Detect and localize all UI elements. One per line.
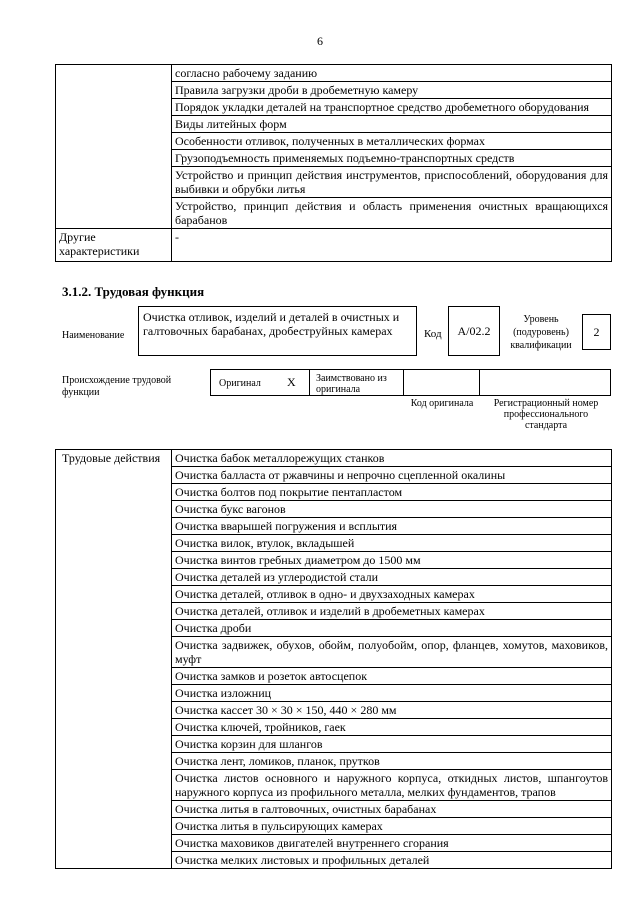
table-label-cell — [56, 65, 172, 229]
table-cell: Очистка бабок металлорежущих станков — [172, 450, 612, 467]
reg-number-label: Регистрационный номер профессионального стандарта — [493, 398, 599, 431]
code-label: Код — [424, 328, 442, 340]
function-code-value: А/02.2 — [457, 324, 491, 338]
table-cell: Очистка вилок, втулок, вкладышей — [172, 535, 612, 552]
level-box — [582, 314, 611, 350]
original-label: Оригинал — [219, 378, 261, 389]
code-original-label: Код оригинала — [410, 398, 474, 409]
table-cell: Очистка дроби — [172, 620, 612, 637]
table-cell: Очистка вварышей погружения и всплытия — [172, 518, 612, 535]
knowledge-table — [55, 64, 612, 262]
table-cell: Очистка балласта от ржавчины и непрочно сцепленной окалины — [172, 467, 612, 484]
table-row — [56, 65, 612, 82]
function-name-box — [138, 306, 417, 356]
code-original-box — [403, 369, 480, 396]
table-cell: Очистка винтов гребных диаметром до 1500 мм — [172, 552, 612, 569]
origin-label: Происхождение трудовой функции — [62, 375, 172, 398]
table-cell: Виды литейных форм — [172, 116, 612, 133]
table-cell: Очистка маховиков двигателей внутреннего сгорания — [172, 835, 612, 852]
level-label: Уровень (подуровень) квалификации — [510, 314, 572, 351]
table-cell: Порядок укладки деталей на транспортное средство дробеметного оборудования — [172, 99, 612, 116]
table-cell: Грузоподъемность применяемых подъемно-транспортных средств — [172, 150, 612, 167]
table-cell: Очистка листов основного и наружного корпуса, откидных листов, шпангоутов наружного корпуса из профильного металла, мелких фундаментов, трапов — [172, 770, 612, 801]
table-cell: Очистка букс вагонов — [172, 501, 612, 518]
table-cell: Очистка литья в пульсирующих камерах — [172, 818, 612, 835]
table-cell: Очистка мелких листовых и профильных деталей — [172, 852, 612, 869]
page-number: 6 — [317, 34, 323, 48]
function-code-box — [448, 306, 500, 356]
table-cell: Очистка замков и розеток автосцепок — [172, 668, 612, 685]
other-characteristics-label: Другие характеристики — [56, 229, 172, 262]
borrowed-label: Заимствовано из оригинала — [316, 373, 387, 395]
level-value: 2 — [593, 325, 600, 339]
table-cell: Очистка лент, ломиков, планок, прутков — [172, 753, 612, 770]
original-mark: X — [287, 375, 296, 389]
table-cell: Очистка ключей, тройников, гаек — [172, 719, 612, 736]
borrowed-box — [309, 369, 404, 396]
table-cell: Очистка деталей, отливок и изделий в дробеметных камерах — [172, 603, 612, 620]
labor-actions-label: Трудовые действия — [56, 450, 172, 869]
table-cell: Очистка задвижек, обухов, обойм, полуобойм, опор, фланцев, хомутов, маховиков, муфт — [172, 637, 612, 668]
labor-actions-table — [55, 449, 612, 869]
table-cell: Особенности отливок, полученных в металлических формах — [172, 133, 612, 150]
table-cell: Очистка литья в галтовочных, очистных барабанах — [172, 801, 612, 818]
table-cell: Очистка деталей из углеродистой стали — [172, 569, 612, 586]
table-cell: Устройство, принцип действия и область применения очистных вращающихся барабанов — [172, 198, 612, 229]
table-cell: Устройство и принцип действия инструментов, приспособлений, оборудования для выбивки и обрубки литья — [172, 167, 612, 198]
function-name-value: Очистка отливок, изделий и деталей в очистных и галтовочных барабанах, дробеструйных камерах — [143, 310, 400, 338]
table-cell: согласно рабочему заданию — [172, 65, 612, 82]
table-cell: Очистка изложниц — [172, 685, 612, 702]
table-cell: Очистка болтов под покрытие пентапластом — [172, 484, 612, 501]
name-label: Наименование — [62, 330, 125, 341]
table-cell: Правила загрузки дроби в дробеметную камеру — [172, 82, 612, 99]
table-cell: Очистка кассет 30 × 30 × 150, 440 × 280 мм — [172, 702, 612, 719]
section-heading: 3.1.2. Трудовая функция — [62, 284, 205, 299]
table-cell: Очистка деталей, отливок в одно- и двухзаходных камерах — [172, 586, 612, 603]
table-row — [56, 229, 612, 262]
other-characteristics-value: - — [172, 229, 612, 262]
table-row — [56, 450, 612, 467]
original-box — [210, 369, 310, 396]
table-cell: Очистка корзин для шлангов — [172, 736, 612, 753]
reg-number-box — [479, 369, 611, 396]
